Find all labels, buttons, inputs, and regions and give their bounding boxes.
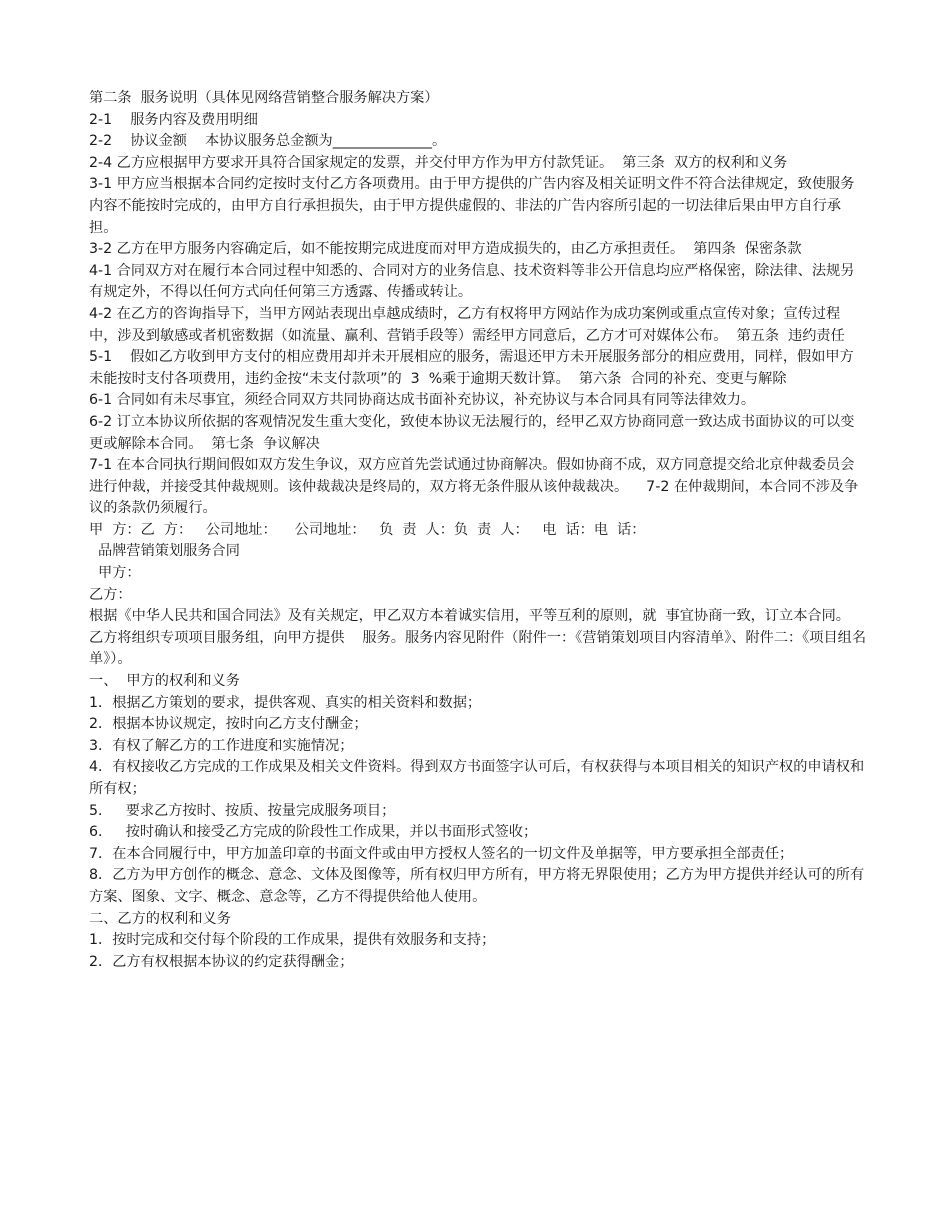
preamble: 根据《中华人民共和国合同法》及有关规定，甲乙双方本着诚实信用，平等互利的原则，就 事宜协商一致，订立本合同。 bbox=[89, 608, 850, 625]
clause-7-1: 7-1 在本合同执行期间假如双方发生争议，双方应首先尝试通过协商解决。假如协商不成，双方同意提交给北京仲裁委员会进行仲裁，并接受其仲裁规则。该仲裁裁决是终局的，双方将无条件服从该仲裁裁决。 7-2 在仲裁期间，本合同不涉及争议的条款仍须履行。 bbox=[89, 457, 859, 517]
contract-title: 品牌营销策划服务合同 bbox=[89, 543, 240, 560]
clause-4-2: 4-2 在乙方的咨询指导下，当甲方网站表现出卓越成绩时，乙方有权将甲方网站作为成功案例或重点宣传对象；宣传过程中，涉及到敏感或者机密数据（如流量、赢利、营销手段等）需经甲方同意后，乙方才可对媒体公布。 第五条 违约责任 bbox=[89, 305, 845, 344]
contract-text bbox=[89, 88, 867, 973]
party-a-label: 甲方： bbox=[89, 565, 141, 582]
party-b-label: 乙方： bbox=[89, 586, 132, 603]
signature-block: 甲 方：乙 方： 公司地址： 公司地址： 负 责 人：负 责 人： 电 话：电 话： bbox=[89, 521, 646, 538]
clause-3-2: 3-2 乙方在甲方服务内容确定后，如不能按期完成进度而对甲方造成损失的，由乙方承担责任。 第四条 保密条款 bbox=[89, 241, 802, 258]
article-2-heading: 第二条 服务说明（具体见网络营销整合服务解决方案） bbox=[89, 90, 439, 106]
section-1-item-4: 4．有权接收乙方完成的工作成果及相关文件资料。得到双方书面签字认可后，有权获得与本项目相关的知识产权的申请权和所有权； bbox=[89, 759, 865, 797]
clause-6-1: 6-1 合同如有未尽事宜，须经合同双方共同协商达成书面补充协议，补充协议与本合同具有同等法律效力。 bbox=[89, 392, 756, 409]
clause-2-4: 2-4 乙方应根据甲方要求开具符合国家规定的发票，并交付甲方作为甲方付款凭证。 第三条 双方的权利和义务 bbox=[89, 154, 788, 171]
clause-2-1: 2-1 服务内容及费用明细 bbox=[89, 111, 258, 128]
service-scope: 乙方将组织专项项目服务组，向甲方提供 服务。服务内容见附件（附件一：《营销策划项目内容清单》、附件二：《项目组名单》）。 bbox=[89, 629, 867, 668]
section-1-item-2: 2．根据本协议规定，按时向乙方支付酬金； bbox=[89, 716, 368, 733]
section-1-item-6: 6． 按时确认和接受乙方完成的阶段性工作成果，并以书面形式签收； bbox=[89, 824, 538, 841]
section-2-heading: 二、乙方的权利和义务 bbox=[89, 910, 231, 927]
clause-4-1: 4-1 合同双方对在履行本合同过程中知悉的、合同对方的业务信息、技术资料等非公开信息均应严格保密，除法律、法规另有规定外，不得以任何方式向任何第三方透露、传播或转让。 bbox=[89, 262, 855, 301]
section-1-item-1: 1．根据乙方策划的要求，提供客观、真实的相关资料和数据； bbox=[89, 694, 482, 711]
clause-6-2: 6-2 订立本协议所依据的客观情况发生重大变化，致使本协议无法履行的，经甲乙双方协商同意一致达成书面协议的可以变更或解除本合同。 第七条 争议解决 bbox=[89, 413, 855, 452]
section-2-item-1: 1．按时完成和交付每个阶段的工作成果，提供有效服务和支持； bbox=[89, 932, 496, 949]
section-1-heading: 一、 甲方的权利和义务 bbox=[89, 673, 240, 690]
section-1-item-5: 5． 要求乙方按时、按质、按量完成服务项目； bbox=[89, 802, 396, 819]
section-1-item-3: 3．有权了解乙方的工作进度和实施情况； bbox=[89, 737, 354, 754]
section-1-item-7: 7．在本合同履行中，甲方加盖印章的书面文件或由甲方授权人签名的一切文件及单据等，甲方要承担全部责任； bbox=[89, 845, 794, 862]
clause-2-2: 2-2 协议金额 本协议服务总金额为______________。 bbox=[89, 133, 447, 150]
section-2-item-2: 2．乙方有权根据本协议的约定获得酬金； bbox=[89, 953, 354, 970]
section-1-item-8: 8．乙方为甲方创作的概念、意念、文体及图像等，所有权归甲方所有，甲方将无界限使用；乙方为甲方提供并经认可的所有方案、图象、文字、概念、意念等，乙方不得提供给他人使用。 bbox=[89, 867, 865, 905]
clause-5-1: 5-1 假如乙方收到甲方支付的相应费用却并未开展相应的服务，需退还甲方未开展服务部分的相应费用，同样，假如甲方未能按时支付各项费用，违约金按“未支付款项”的 3 %乘于逾期天数计算。 第六条 合同的补充、变更与解除 bbox=[89, 349, 854, 387]
clause-3-1: 3-1 甲方应当根据本合同约定按时支付乙方各项费用。由于甲方提供的广告内容及相关证明文件不符合法律规定，致使服务内容不能按时完成的，由甲方自行承担损失，由于甲方提供虚假的、非法的广告内容所引起的一切法律后果由甲方自行承担。 bbox=[89, 176, 855, 236]
